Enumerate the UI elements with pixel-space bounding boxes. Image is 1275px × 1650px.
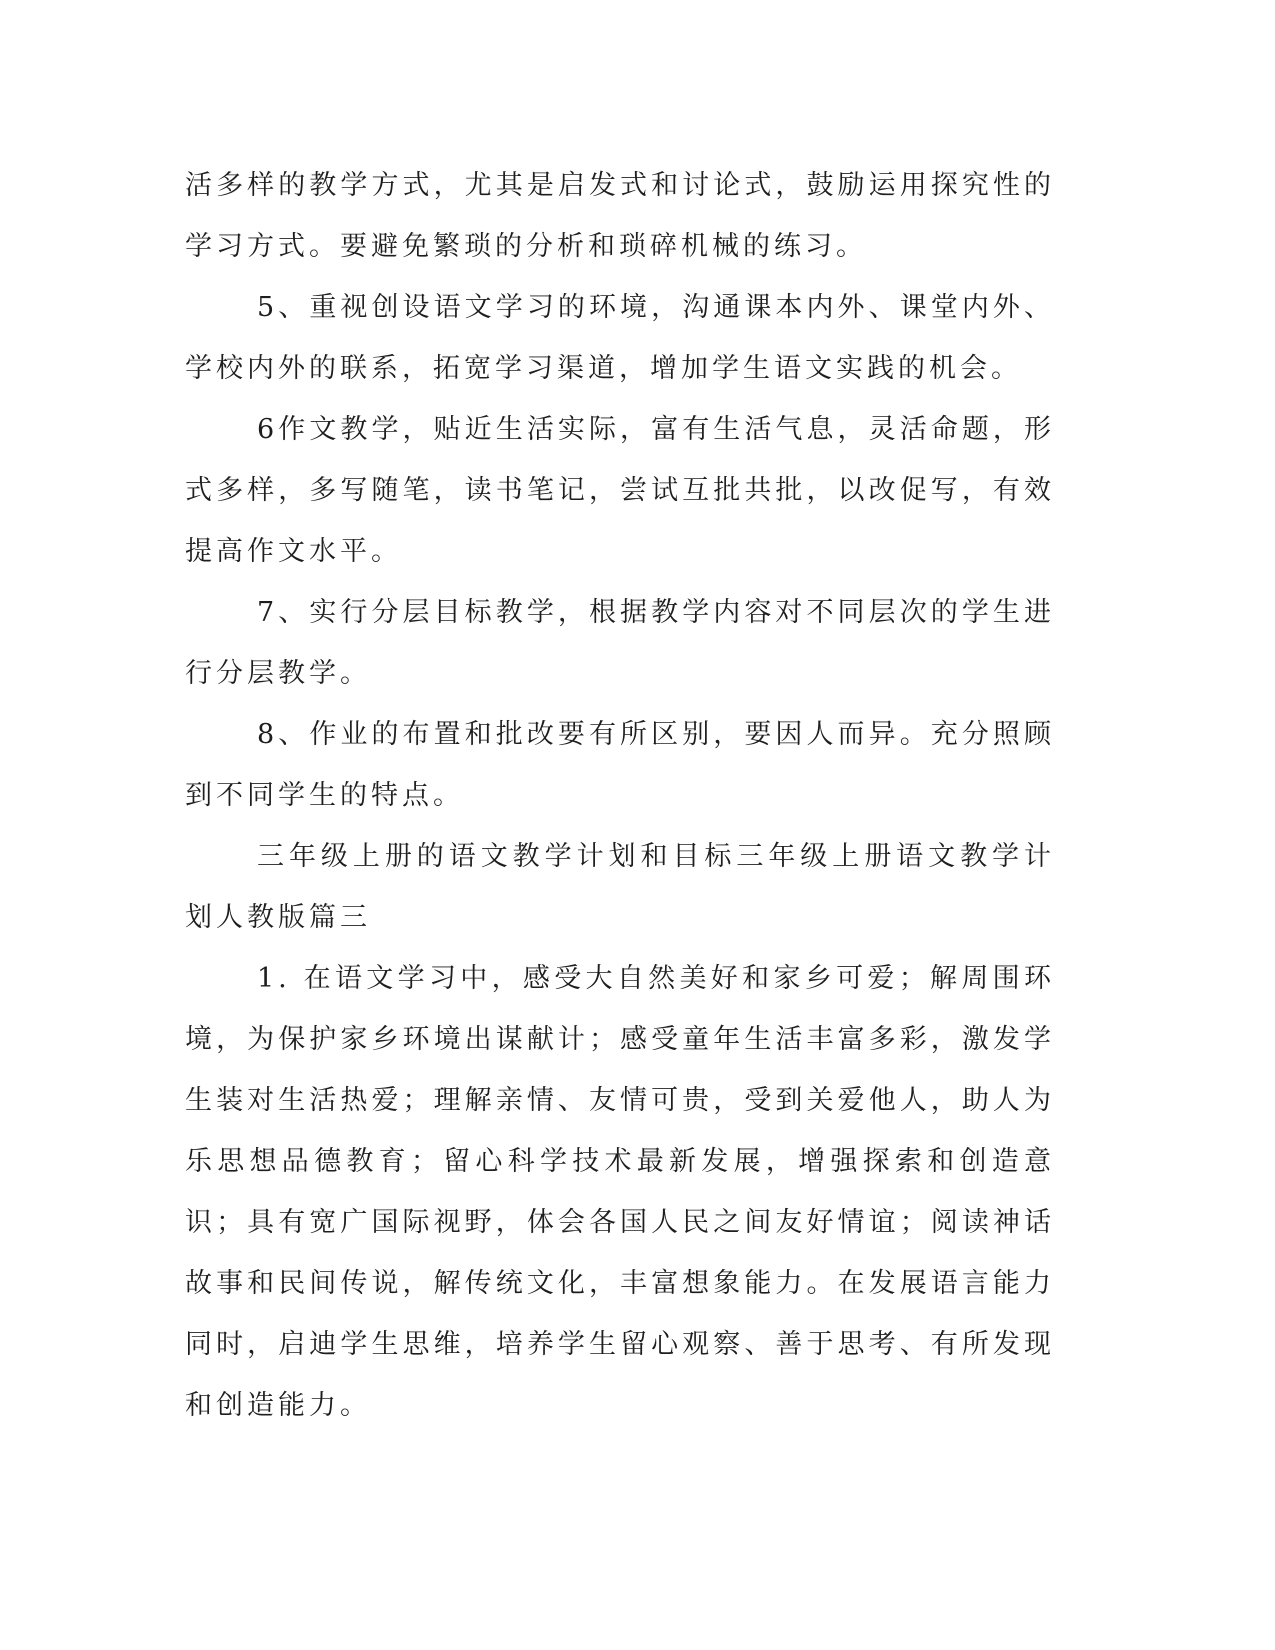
paragraph-item-8: 8、作业的布置和批改要有所区别，要因人而异。充分照顾到不同学生的特点。	[185, 719, 1055, 811]
paragraph-item-7: 7、实行分层目标教学，根据教学内容对不同层次的学生进行分层教学。	[185, 597, 1055, 689]
document-body	[185, 155, 1055, 1436]
paragraph-item-1: 1. 在语文学习中，感受大自然美好和家乡可爱；解周围环境，为保护家乡环境出谋献计；感受童年生活丰富多彩，激发学生装对生活热爱；理解亲情、友情可贵，受到关爱他人，助人为乐思想品德教育；留心科学技术最新发展，增强探索和创造意识；具有宽广国际视野，体会各国人民之间友好情谊；阅读神话故事和民间传说，解传统文化，丰富想象能力。在发展语言能力同时，启迪学生思维，培养学生留心观察、善于思考、有所发现和创造能力。	[185, 963, 1055, 1421]
section-heading: 三年级上册的语文教学计划和目标三年级上册语文教学计划人教版篇三	[185, 841, 1055, 933]
paragraph-item-6: 6作文教学，贴近生活实际，富有生活气息，灵活命题，形式多样，多写随笔，读书笔记，尝试互批共批，以改促写，有效提高作文水平。	[185, 414, 1055, 567]
paragraph-item-5: 5、重视创设语文学习的环境，沟通课本内外、课堂内外、学校内外的联系，拓宽学习渠道，增加学生语文实践的机会。	[185, 292, 1055, 384]
paragraph-continuation: 活多样的教学方式，尤其是启发式和讨论式，鼓励运用探究性的学习方式。要避免繁琐的分析和琐碎机械的练习。	[185, 170, 1055, 262]
